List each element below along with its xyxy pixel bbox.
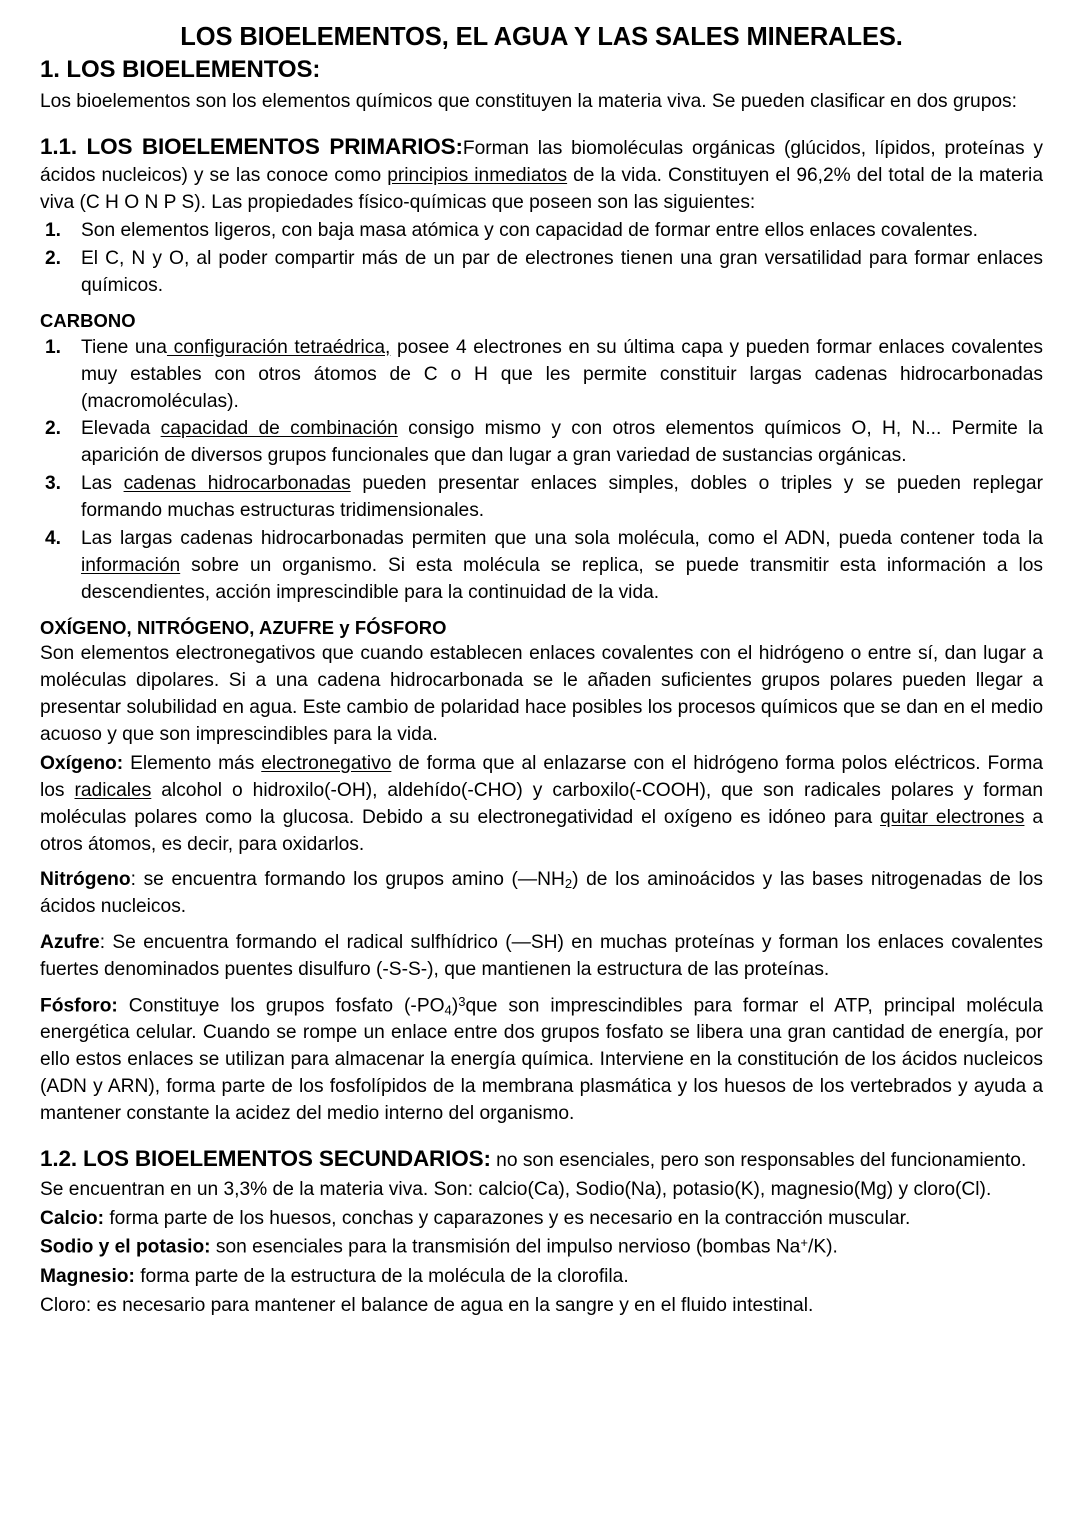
- underlined-radicales: radicales: [74, 779, 152, 801]
- carbono-item2-part1: Elevada: [81, 418, 161, 440]
- superscript-na-plus: +: [800, 1235, 808, 1251]
- subscript-nh2: 2: [564, 876, 573, 892]
- label-azufre: Azufre: [40, 932, 100, 954]
- carbono-item4-part1: Las largas cadenas hidrocarbonadas permiten que una sola molécula, como el ADN, pueda contener toda la: [81, 527, 1043, 549]
- sodio-t1: son esenciales para la transmisión del impulso nervioso (bombas Na: [210, 1236, 801, 1258]
- fosforo-t2: ): [451, 995, 459, 1017]
- section-1-1-lead: [40, 131, 1043, 217]
- azufre-text: : Se encuentra formando el radical sulfhídrico (—SH) en muchas proteínas y forman los enlaces covalentes fuertes denominados puentes disulfuro (-S-S-), que mantienen la estructura de las proteínas.: [40, 932, 1043, 981]
- section-1-2-lead-text: no son esenciales, pero son responsables del funcionamiento.: [490, 1149, 1027, 1171]
- onsp-intro: Son elementos electronegativos que cuando establecen enlaces covalentes con el hidrógeno o entre sí, dan lugar a moléculas dipolares. Si a una cadena hidrocarbonada se le añaden suficientes grupos polares pueden llegar a presentar solubilidad en agua. Este cambio de polaridad hace posibles los procesos químicos que se dan en el medio acuoso y que son imprescindibles para la vida.: [40, 643, 1043, 746]
- paragraph-calcio: [40, 1206, 1043, 1233]
- paragraph-azufre: [40, 930, 1043, 984]
- sodio-t2: /K).: [807, 1236, 838, 1258]
- carbono-item2-part2: consigo mismo y con otros elementos químicos O, H, N... Permite la aparición de diversos grupos funcionales que dan lugar a gran variedad de sustancias orgánicas.: [81, 418, 1043, 467]
- section-1-1-lead-part1: Forman las biomoléculas orgánicas (glúcidos, lípidos, proteínas y ácidos nucleicos) y se las conoce como: [40, 137, 1043, 186]
- underlined-electronegativo: electronegativo: [261, 752, 392, 774]
- label-magnesio: Magnesio:: [40, 1265, 135, 1287]
- underlined-capacidad-de-combinacion: capacidad de combinación: [160, 418, 398, 440]
- carbono-item3-part2: pueden presentar enlaces simples, dobles o triples y se pueden replegar formando muchas estructuras tridimensionales.: [81, 473, 1043, 522]
- underlined-principios-inmediatos: principios inmediatos: [387, 164, 568, 186]
- list-item: [40, 526, 1043, 607]
- nitrogeno-t1: : se encuentra formando los grupos amino (—NH: [130, 869, 565, 891]
- label-nitrogeno: Nitrógeno: [40, 869, 131, 891]
- heading-oxigeno-nitrogeno-azufre-fosforo: OXÍGENO, NITRÓGENO, AZUFRE y FÓSFORO: [40, 616, 447, 638]
- list-item: [40, 335, 1043, 416]
- paragraph-oxigeno: [40, 751, 1043, 859]
- carbono-item3-part1: Las: [81, 473, 124, 495]
- section-1-1-lead-part2: de la vida. Constituyen el 96,2% del total de la materia viva (C H O N P S). Las propiedades físico-químicas que poseen son las siguientes:: [40, 164, 1043, 213]
- list-item: Son elementos ligeros, con baja masa atómica y con capacidad de formar entre ellos enlaces covalentes.: [81, 220, 978, 242]
- section-1-intro: Los bioelementos son los elementos químicos que constituyen la materia viva. Se pueden clasificar en dos grupos:: [40, 90, 1017, 112]
- section-1-1-properties-list: [40, 218, 1043, 300]
- subscript-po4: 4: [444, 1002, 452, 1018]
- oxigeno-t3: alcohol o hidroxilo(-OH), aldehído(-CHO) y carboxilo(-COOH), que son radicales polares y forman moléculas polares como la glucosa. Debido a su electronegatividad el oxígeno es idóneo para: [40, 779, 1043, 828]
- carbono-item1-part1: Tiene una: [81, 336, 167, 358]
- calcio-text: forma parte de los huesos, conchas y caparazones y es necesario en la contracción muscular.: [103, 1207, 911, 1229]
- paragraph-nitrogeno: [40, 867, 1043, 921]
- underlined-configuracion-tetraedrica: configuración tetraédrica,: [166, 336, 391, 358]
- underlined-cadenas-hidrocarbonadas: cadenas hidrocarbonadas: [123, 473, 351, 495]
- magnesio-text: forma parte de la estructura de la molécula de la clorofila.: [134, 1265, 629, 1287]
- list-item: [40, 416, 1043, 470]
- heading-section-1: 1. LOS BIOELEMENTOS:: [40, 56, 321, 84]
- carbono-item1-part2: posee 4 electrones en su última capa y pueden formar enlaces covalentes muy estables con otros átomos de C o H que les permite constituir largas cadenas hidrocarbonadas (macromoléculas).: [81, 336, 1043, 412]
- list-item: [40, 471, 1043, 525]
- paragraph-cloro: Cloro: es necesario para mantener el balance de agua en la sangre y en el fluido intestinal.: [40, 1294, 814, 1316]
- section-1-2-lead: [40, 1143, 1043, 1175]
- label-sodio-potasio: Sodio y el potasio:: [40, 1236, 211, 1258]
- oxigeno-t4: a otros átomos, es decir, para oxidarlos.: [40, 806, 1043, 855]
- superscript-charge-3: 3: [458, 993, 466, 1009]
- carbono-properties-list: [40, 335, 1043, 607]
- heading-section-1-1: 1.1. LOS BIOELEMENTOS PRIMARIOS:: [40, 133, 463, 159]
- oxigeno-t1: Elemento más: [123, 752, 262, 774]
- section-1-2-line2: Se encuentran en un 3,3% de la materia viva. Son: calcio(Ca), Sodio(Na), potasio(K), magnesio(Mg) y cloro(Cl).: [40, 1178, 992, 1200]
- underlined-informacion: información: [81, 554, 181, 576]
- list-item: El C, N y O, al poder compartir más de un par de electrones tienen una gran versatilidad para formar enlaces químicos.: [81, 248, 1043, 297]
- label-oxigeno: Oxígeno:: [40, 752, 124, 774]
- paragraph-sodio-potasio: [40, 1234, 1043, 1261]
- label-calcio: Calcio:: [40, 1207, 104, 1229]
- heading-carbono: CARBONO: [40, 310, 136, 331]
- paragraph-magnesio: [40, 1264, 1043, 1291]
- heading-section-1-2: 1.2. LOS BIOELEMENTOS SECUNDARIOS:: [40, 1145, 491, 1171]
- carbono-item4-part2: sobre un organismo. Si esta molécula se replica, se puede transmitir esta información a los descendientes, acción imprescindible para la continuidad de la vida.: [81, 554, 1043, 603]
- label-fosforo: Fósforo:: [40, 995, 118, 1017]
- underlined-quitar-electrones: quitar electrones: [880, 806, 1025, 828]
- fosforo-t1: Constituye los grupos fosfato (-PO: [117, 995, 445, 1017]
- paragraph-fosforo: [40, 993, 1043, 1128]
- fosforo-t3: que son imprescindibles para formar el ATP, principal molécula energética celular. Cuando se rompe un enlace entre dos grupos fosfato se libera una gran cantidad de energía, por ello estos enlaces se utilizan para almacenar la energía química. Interviene en la constitución de los ácidos nucleicos (ADN y ARN), forma parte de los fosfolípidos de la membrana plasmática y los huesos de los vertebrados y ayuda a mantener constante la acidez del medio interno del organismo.: [40, 995, 1043, 1124]
- nitrogeno-t2: ) de los aminoácidos y las bases nitrogenadas de los ácidos nucleicos.: [40, 869, 1043, 918]
- page-title: LOS BIOELEMENTOS, EL AGUA Y LAS SALES MINERALES.: [180, 23, 903, 51]
- oxigeno-t2: de forma que al enlazarse con el hidrógeno forma polos eléctricos. Forma los: [40, 752, 1043, 801]
